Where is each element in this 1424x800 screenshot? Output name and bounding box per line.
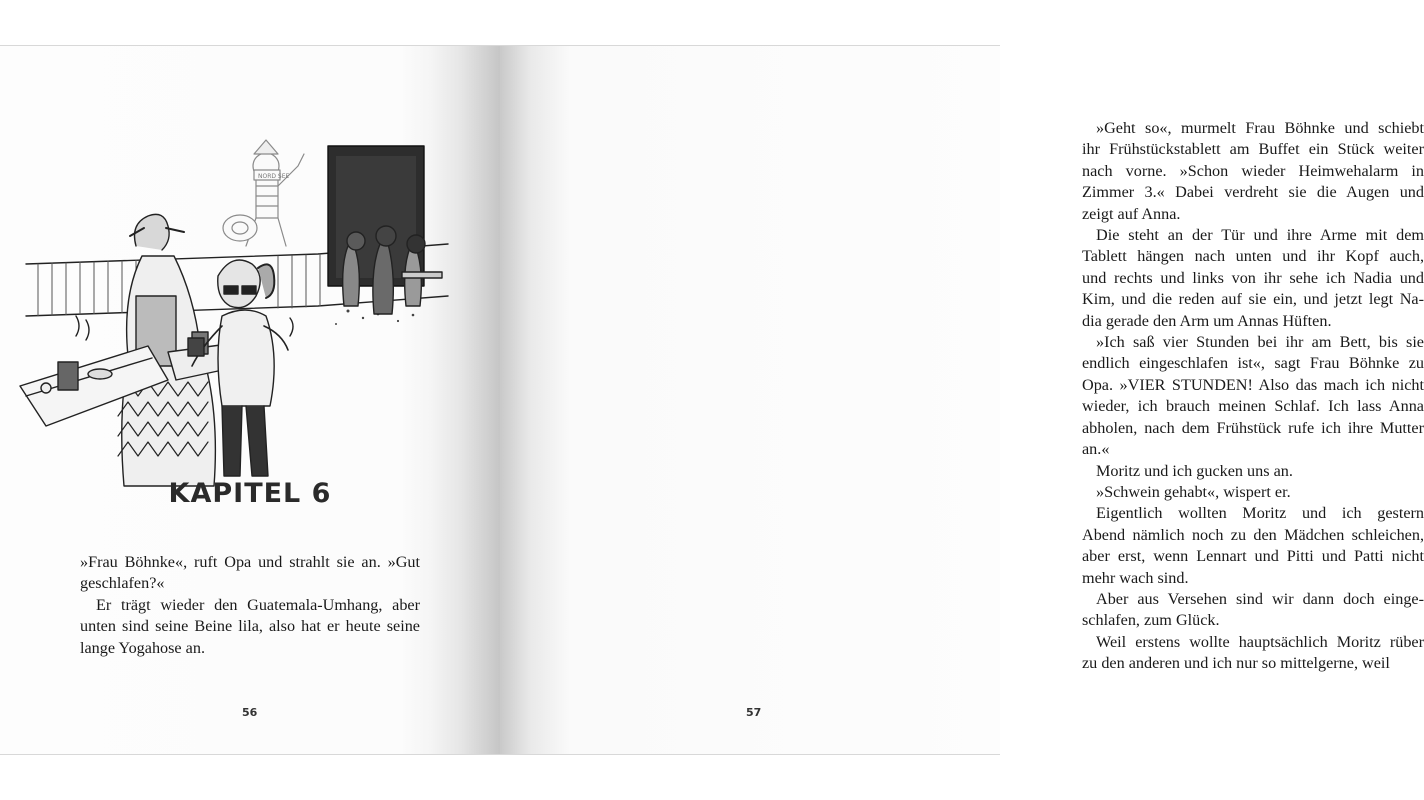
paragraph (80, 552, 420, 595)
text-line: abholen, nach dem Frühstück rufe ich ihre Mutter (1082, 418, 1424, 437)
right-page-text (1082, 118, 1424, 675)
text-line: zu den anderen und ich nur so mittelgerne, weil (1082, 654, 1390, 673)
text-line: Weil erstens wollte hauptsächlich Moritz rüber (1096, 632, 1424, 651)
paragraph (1082, 461, 1424, 482)
text-line: »Frau Böhnke«, ruft Opa und strahlt sie an. »Gut (80, 553, 420, 571)
paragraph (1082, 632, 1424, 675)
chapter-title: KAPITEL 6 (168, 478, 332, 509)
text-line: Abend nämlich noch zu den Mädchen schleichen, (1082, 525, 1424, 544)
paragraph (1082, 225, 1424, 332)
text-line: Moritz und ich gucken uns an. (1096, 461, 1293, 480)
paragraph (1082, 118, 1424, 225)
text-line: an.« (1082, 440, 1110, 459)
paragraph (1082, 503, 1424, 589)
text-line: ihr Frühstückstablett am Buffet ein Stück weiter (1082, 140, 1424, 159)
breakfast-illustration (18, 96, 478, 486)
text-line: Eigentlich wollten Moritz und ich gestern (1096, 504, 1424, 523)
text-line: Er trägt wieder den Guatemala-Umhang, aber (96, 595, 420, 614)
text-line: unten sind seine Beine lila, also hat er heute seine (80, 617, 420, 636)
gutter-shadow (430, 46, 500, 754)
text-line: Kim, und die reden auf sie ein, und jetzt legt Na- (1082, 290, 1424, 309)
sign-text: NORD SEE (258, 173, 290, 180)
text-line: »Geht so«, murmelt Frau Böhnke und schiebt (1096, 119, 1424, 137)
page-number-right: 57 (746, 706, 762, 719)
left-page-text (80, 552, 420, 659)
paragraph (1082, 332, 1424, 460)
text-line: endlich eingeschlafen ist«, sagt Frau Böhnke zu (1082, 354, 1424, 373)
text-line: aber erst, wenn Lennart und Pitti und Patti nicht (1082, 547, 1424, 566)
text-line: schlafen, zum Glück. (1082, 611, 1220, 630)
right-page (500, 46, 1424, 754)
book-spread (0, 45, 1424, 755)
text-line: mehr wach sind. (1082, 568, 1189, 587)
text-line: nach vorne. »Schon wieder Heimwehalarm in (1082, 161, 1424, 180)
text-line: Aber aus Versehen sind wir dann doch einge- (1096, 589, 1424, 608)
page-number-left: 56 (242, 706, 258, 719)
text-line: und rechts und links von ihr sehe ich Nadia und (1082, 268, 1424, 287)
text-line: lange Yogahose an. (80, 638, 205, 657)
paragraph (1082, 482, 1424, 503)
text-line: Tablett hängen nach unten und ihr Kopf auch, (1082, 247, 1424, 266)
text-line: »Ich saß vier Stunden bei ihr am Bett, bis sie (1096, 333, 1424, 352)
text-line: »Schwein gehabt«, wispert er. (1096, 482, 1291, 501)
paragraph (80, 595, 420, 659)
text-line: Opa. »VIER STUNDEN! Also das mach ich nicht (1082, 375, 1424, 394)
text-line: Die steht an der Tür und ihre Arme mit dem (1096, 226, 1424, 245)
text-line: wieder, ich brauch meinen Schlaf. Ich lass Anna (1082, 397, 1424, 416)
text-line: dia gerade den Arm um Annas Hüften. (1082, 311, 1332, 330)
text-line: Zimmer 3.« Dabei verdreht sie die Augen und (1082, 183, 1424, 202)
text-line: zeigt auf Anna. (1082, 204, 1181, 223)
left-page (0, 46, 500, 754)
paragraph (1082, 589, 1424, 632)
text-line: geschlafen?« (80, 574, 165, 593)
